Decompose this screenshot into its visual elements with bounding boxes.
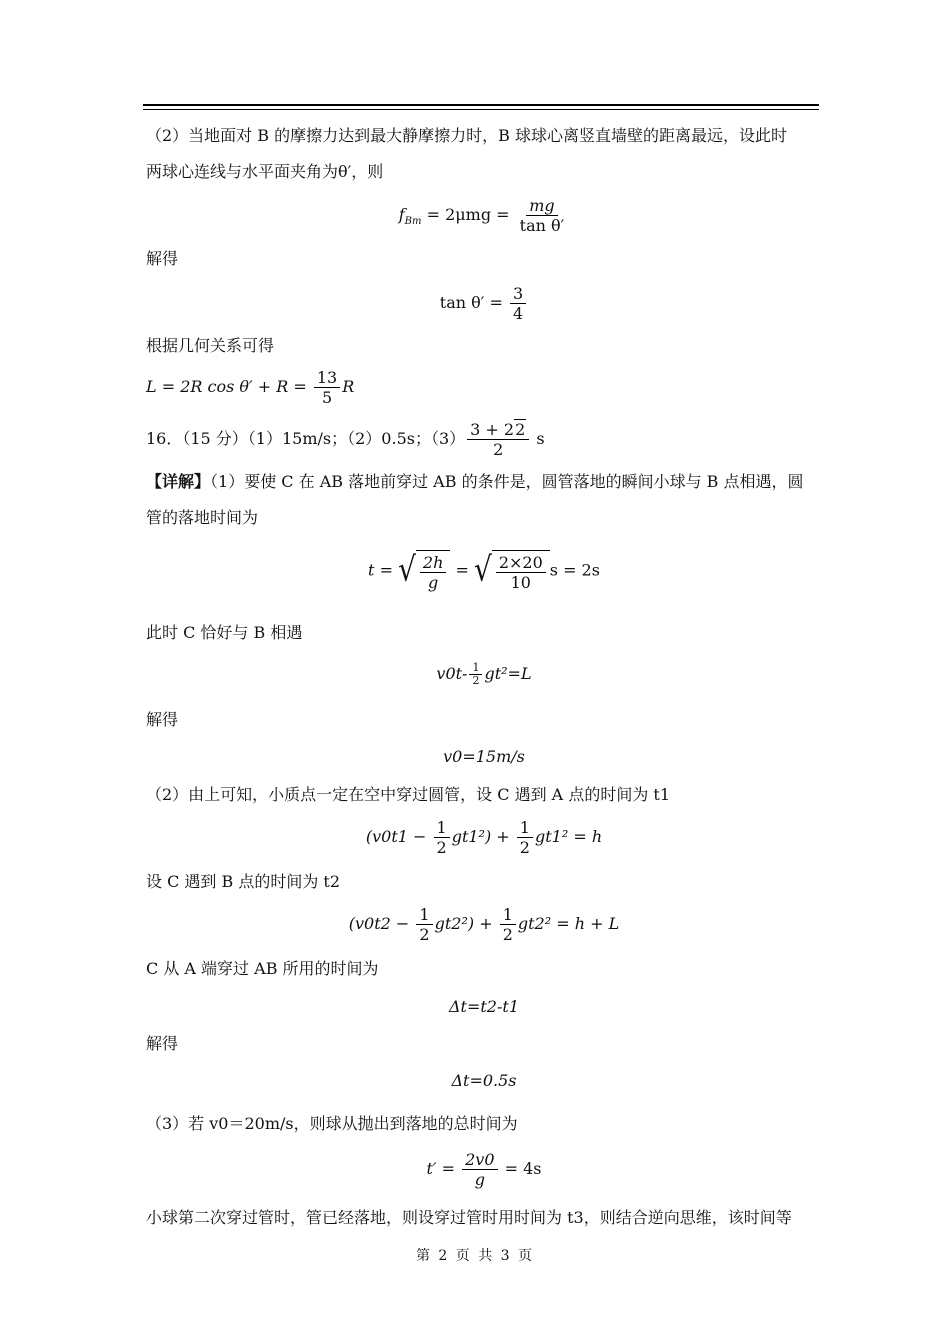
detail-1: 【详解】（1）要使 C 在 AB 落地前穿过 AB 的条件是，圆管落地的瞬间小球与 B 点相遇，圆 <box>146 472 804 491</box>
detail-2: 管的落地时间为 <box>146 508 259 527</box>
result-v0: v0=15m/s <box>443 747 525 766</box>
solve-label-3: 解得 <box>146 1034 179 1053</box>
formula-friction: $f_{Bm} = 2\mu mg$ = $\frac{mg}{\text{tan θ′}}$ <box>398 196 565 235</box>
formula-L: L = 2R cos θ′ + R = $\frac{13}{5}$ R <box>146 368 355 407</box>
para-2-t2: 设 C 遇到 B 点的时间为 t2 <box>146 872 341 891</box>
header-rule <box>143 104 819 106</box>
formula-t2: (v0t2 − $\frac{1}{2}$ gt2²) + $\frac{1}{2}$ gt2² = h + L <box>348 905 620 944</box>
para-2-angle: 两球心连线与水平面夹角为θ′，则 <box>146 162 384 181</box>
formula-tan: tan θ′ = $\frac{3}{4}$ <box>146 284 822 323</box>
result-dt: Δt=0.5s <box>451 1071 517 1090</box>
formula-fall-time: t = √ $\frac{2h}{g}$ = √ $\frac{2\times 20}{10}$ s = 2s <box>368 549 600 592</box>
formula-t1: (v0t1 − $\frac{1}{2}$ gt1²) + $\frac{1}{2}$ gt1² = h <box>365 818 603 857</box>
header-rule-thin <box>143 109 819 110</box>
geometry-label: 根据几何关系可得 <box>146 336 275 355</box>
question-16-answers: 16．（15 分）（1）15m/s；（2）0.5s；（3） $\frac{3 + 22}{2}$ s <box>146 420 545 459</box>
para-2-time: （2）由上可知，小质点一定在空中穿过圆管，设 C 遇到 A 点的时间为 t1 <box>146 785 671 804</box>
para-2-cross: C 从 A 端穿过 AB 所用的时间为 <box>146 959 379 978</box>
para-3: （3）若 v0＝20m/s，则球从抛出到落地的总时间为 <box>146 1114 518 1133</box>
para-2-intro: （2）当地面对 B 的摩擦力达到最大静摩擦力时，B 球球心离竖直墙壁的距离最远，设此时 <box>146 126 787 145</box>
formula-total-time: t′ = $\frac{2v0}{g}$ = 4s <box>426 1150 542 1189</box>
para-3-second: 小球第二次穿过管时，管已经落地，则设穿过管时用时间为 t3，则结合逆向思维，该时间等 <box>146 1208 792 1227</box>
formula-meet: v0t- $\frac{1}{2}$ gt²=L <box>436 661 532 687</box>
solve-label-1: 解得 <box>146 249 179 268</box>
solve-label-2: 解得 <box>146 710 179 729</box>
formula-dt: Δt=t2-t1 <box>448 997 519 1016</box>
meet-label: 此时 C 恰好与 B 相遇 <box>146 623 303 642</box>
page-footer: 第 2 页 共 3 页 <box>415 1248 535 1264</box>
